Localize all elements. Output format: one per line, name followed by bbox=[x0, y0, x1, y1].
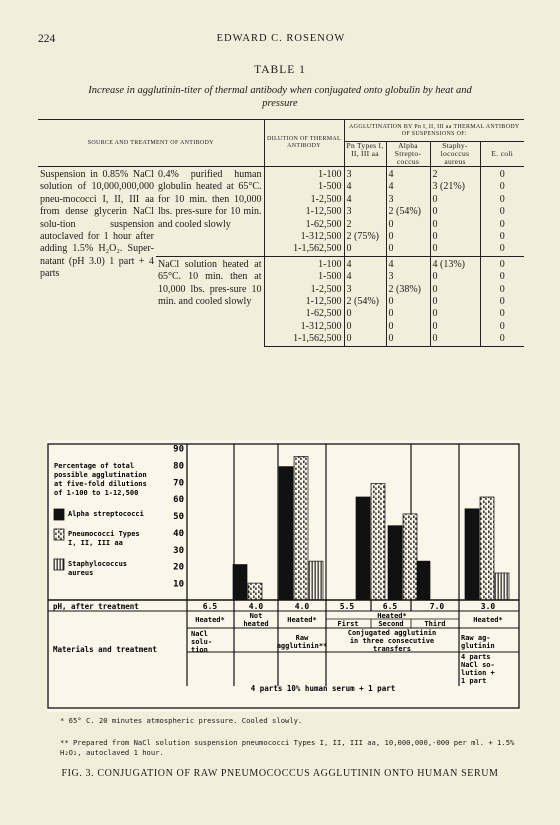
dilution-cell: 1-2,500 bbox=[264, 284, 344, 296]
bar-solid bbox=[356, 497, 370, 600]
bar-dashed bbox=[480, 497, 494, 600]
pn-cell: 3 bbox=[344, 206, 386, 218]
treatment-label: First bbox=[337, 620, 359, 628]
ecoli-cell: 0 bbox=[499, 181, 505, 193]
strep-cell: 4 bbox=[386, 181, 430, 193]
legend-label-line: Pneumococci Types bbox=[68, 530, 140, 538]
table-caption: TABLE 1 bbox=[254, 64, 306, 76]
agglutination-table bbox=[38, 119, 524, 347]
ph-value: 6.5 bbox=[382, 602, 398, 611]
material-conjugated-line: Conjugated agglutinin bbox=[347, 629, 437, 637]
legend-label-line: Staphylococcus bbox=[68, 560, 128, 568]
header-dilution: DILUTION OF THERMAL ANTIBODY bbox=[264, 120, 344, 167]
treatment-label: Not bbox=[249, 612, 263, 620]
header-pn-types: Pn Types I, II, III aa bbox=[344, 142, 386, 167]
dilution-cell: 1-62,500 bbox=[264, 219, 344, 231]
bar-hatched bbox=[309, 561, 323, 600]
pn-cell: 4 bbox=[344, 271, 386, 283]
legend-label-line: Alpha streptococci bbox=[68, 510, 144, 518]
bar-dashed bbox=[371, 483, 385, 600]
ecoli-cell: 0 bbox=[480, 333, 524, 346]
y-tick-label: 30 bbox=[173, 545, 184, 556]
staph-cell: 4 (13%) bbox=[430, 256, 480, 271]
header-alpha-strep: Alpha Strepto-coccus bbox=[386, 142, 430, 167]
pn-cell: 4 bbox=[344, 181, 386, 193]
staph-cell: 0 bbox=[430, 243, 480, 256]
pn-cell: 3 bbox=[344, 284, 386, 296]
header-agglutination: AGGLUTINATION BY Pn I, II, III aa THERMAL ANTIBODY OF SUSPENSIONS OF: bbox=[344, 120, 524, 142]
ecoli-cell: 0 bbox=[499, 243, 505, 255]
dilution-cell: 1-12,500 bbox=[264, 206, 344, 218]
dilution-cell: 1-1,562,500 bbox=[264, 333, 344, 346]
strep-cell: 0 bbox=[386, 333, 430, 346]
agglutination-bar-chart bbox=[47, 440, 520, 712]
serum-label: 4 parts 10% human serum + 1 part bbox=[250, 684, 396, 693]
pn-cell: 4 bbox=[344, 256, 386, 271]
legend-swatch bbox=[54, 529, 64, 540]
bar-dashed bbox=[294, 456, 308, 600]
y-axis-title-line: Percentage of total bbox=[54, 462, 135, 470]
ecoli-cell: 0 bbox=[499, 308, 505, 320]
ecoli-cell: 0 bbox=[499, 169, 505, 180]
ecoli-cell: 0 bbox=[499, 231, 505, 243]
dilution-cell: 1-500 bbox=[264, 271, 344, 283]
material-raw-2-line: Raw ag- bbox=[461, 634, 491, 642]
strep-cell: 3 bbox=[386, 194, 430, 206]
ecoli-cell: 0 bbox=[499, 218, 505, 230]
bar-solid bbox=[388, 526, 402, 600]
ph-value: 3.0 bbox=[480, 602, 496, 611]
footnote-2: ** Prepared from NaCl solution suspension pneumococci Types I, II, III aa, 10,000,000,-000 per ml. + 1.5% H₂O₂, autoclaved 1 hour. bbox=[60, 738, 515, 757]
material-last-line: lution + bbox=[461, 669, 495, 677]
legend-label-line: I, II, III aa bbox=[68, 539, 123, 547]
figure-caption: FIG. 3. CONJUGATION OF RAW PNEUMOCOCCUS AGGLUTININ ONTO HUMAN SERUM bbox=[61, 768, 499, 779]
staph-cell: 3 (21%) bbox=[430, 181, 480, 193]
bar-solid bbox=[233, 565, 247, 600]
material-last-line: 1 part bbox=[461, 677, 487, 685]
legend-label-line: aureus bbox=[68, 569, 94, 577]
legend-label bbox=[68, 560, 127, 577]
figure-3 bbox=[47, 440, 520, 712]
treatment-label: Heated* bbox=[195, 616, 225, 624]
y-axis-title-line: possible agglutination bbox=[54, 471, 147, 479]
y-tick-label: 50 bbox=[173, 512, 184, 523]
table-row bbox=[38, 167, 524, 182]
staph-cell: 0 bbox=[430, 194, 480, 206]
pn-cell: 2 bbox=[344, 219, 386, 231]
dilution-cell: 1-12,500 bbox=[264, 296, 344, 308]
dilution-cell: 1-100 bbox=[264, 256, 344, 271]
material-raw-line: Raw bbox=[295, 634, 309, 642]
ecoli-cell: 0 bbox=[499, 296, 505, 308]
source-description: Suspension in 0.85% NaCl solution of 10,000,000,000 pneu-mococci I, II, III aa from dense glycerin NaCl solu-tion suspension autoclaved for 1 hour after adding 1.5% H₂O₂. Super-natant (pH 3.0) 1 part + 4 parts bbox=[40, 169, 154, 280]
ph-row-label: pH, after treatment bbox=[53, 602, 139, 611]
header-staph: Staphy-lococcus aureus bbox=[430, 142, 480, 167]
ph-value: 5.5 bbox=[339, 602, 355, 611]
material-raw bbox=[277, 634, 328, 650]
strep-cell: 0 bbox=[386, 231, 430, 243]
pn-cell: 0 bbox=[344, 321, 386, 333]
material-raw-line: agglutinin** bbox=[276, 642, 328, 650]
running-header bbox=[38, 33, 524, 49]
dilution-cell: 1-2,500 bbox=[264, 194, 344, 206]
dilution-cell: 1-500 bbox=[264, 181, 344, 193]
legend-label bbox=[68, 530, 140, 547]
y-axis-title-line: at five-fold dilutions bbox=[54, 480, 147, 488]
treatment-label: Heated* bbox=[377, 612, 407, 620]
footnote-1: * 65° C. 20 minutes atmospheric pressure. Cooled slowly. bbox=[60, 716, 303, 725]
pn-cell: 3 bbox=[344, 167, 386, 182]
staph-cell: 0 bbox=[430, 206, 480, 218]
material-raw-2-line: glutinin bbox=[461, 642, 495, 650]
ph-value: 4.0 bbox=[294, 602, 310, 611]
treatment-description: 0.4% purified human globulin heated at 65°C. for 10 min. then 10,000 lbs. pres-sure for 10 min. and cooled slowly bbox=[156, 167, 264, 257]
running-author: EDWARD C. ROSENOW bbox=[216, 33, 346, 44]
ecoli-cell: 0 bbox=[499, 283, 505, 295]
y-tick-label: 80 bbox=[173, 461, 184, 472]
treatment-label: heated bbox=[243, 620, 269, 628]
dilution-cell: 1-1,562,500 bbox=[264, 243, 344, 256]
pn-cell: 2 (54%) bbox=[344, 296, 386, 308]
material-conjugated bbox=[348, 629, 437, 653]
material-conjugated-line: in three consecutive bbox=[349, 637, 435, 645]
strep-cell: 3 bbox=[386, 271, 430, 283]
y-tick-label: 90 bbox=[173, 444, 184, 455]
pn-cell: 0 bbox=[344, 333, 386, 346]
dilution-cell: 1-62,500 bbox=[264, 308, 344, 320]
staph-cell: 0 bbox=[430, 271, 480, 283]
dilution-cell: 1-100 bbox=[264, 167, 344, 182]
material-nacl bbox=[191, 630, 212, 654]
pn-cell: 2 (75%) bbox=[344, 231, 386, 243]
y-tick-label: 60 bbox=[173, 495, 184, 506]
material-raw-2 bbox=[461, 634, 495, 650]
strep-cell: 2 (38%) bbox=[386, 284, 430, 296]
material-conjugated-line: transfers bbox=[373, 645, 411, 653]
legend-swatch bbox=[54, 559, 64, 570]
pn-cell: 0 bbox=[344, 308, 386, 320]
ph-value: 7.0 bbox=[429, 602, 445, 611]
strep-cell: 0 bbox=[386, 308, 430, 320]
ecoli-cell: 0 bbox=[499, 206, 505, 218]
materials-row-label: Materials and treatment bbox=[53, 645, 157, 654]
treatment-description: NaCl solution heated at 65°C. 10 min. then at 10,000 lbs. pres-sure 10 min. and cooled slowly bbox=[156, 256, 264, 346]
staph-cell: 0 bbox=[430, 333, 480, 346]
header-ecoli: E. coli bbox=[480, 142, 524, 167]
treatment-label: Second bbox=[378, 620, 404, 628]
staph-cell: 0 bbox=[430, 321, 480, 333]
material-nacl-line: NaCl bbox=[191, 630, 208, 638]
bar-solid bbox=[416, 561, 430, 600]
y-tick-label: 40 bbox=[173, 528, 184, 539]
material-last bbox=[461, 653, 495, 685]
pn-cell: 0 bbox=[344, 243, 386, 256]
ecoli-cell: 0 bbox=[480, 256, 524, 271]
material-last-line: 4 parts bbox=[461, 653, 491, 661]
pn-cell: 4 bbox=[344, 194, 386, 206]
y-tick-label: 20 bbox=[173, 562, 184, 573]
strep-cell: 0 bbox=[386, 321, 430, 333]
staph-cell: 2 bbox=[430, 167, 480, 182]
strep-cell: 0 bbox=[386, 219, 430, 231]
strep-cell: 4 bbox=[386, 256, 430, 271]
treatment-label: Heated* bbox=[287, 616, 317, 624]
bar-hatched bbox=[495, 573, 509, 600]
material-last-line: NaCl so- bbox=[461, 661, 495, 669]
y-tick-label: 70 bbox=[173, 478, 184, 489]
dilution-cell: 1-312,500 bbox=[264, 231, 344, 243]
staph-cell: 0 bbox=[430, 308, 480, 320]
bar-solid bbox=[465, 509, 479, 600]
strep-cell: 2 (54%) bbox=[386, 206, 430, 218]
strep-cell: 4 bbox=[386, 167, 430, 182]
treatment-label: Heated* bbox=[473, 616, 503, 624]
staph-cell: 0 bbox=[430, 231, 480, 243]
y-axis-title bbox=[54, 462, 147, 497]
treatment-label: Third bbox=[424, 620, 446, 628]
strep-cell: 0 bbox=[386, 296, 430, 308]
staph-cell: 0 bbox=[430, 219, 480, 231]
bar-solid bbox=[279, 467, 293, 600]
y-tick-label: 10 bbox=[173, 579, 184, 590]
strep-cell: 0 bbox=[386, 243, 430, 256]
legend-label bbox=[68, 510, 144, 518]
y-axis-title-line: of 1-100 to 1-12,500 bbox=[54, 489, 139, 497]
material-nacl-line: solu- bbox=[191, 638, 213, 646]
ecoli-cell: 0 bbox=[499, 193, 505, 205]
ecoli-cell: 0 bbox=[499, 320, 505, 332]
header-source: SOURCE AND TREATMENT OF ANTIBODY bbox=[38, 120, 264, 167]
ph-value: 6.5 bbox=[202, 602, 218, 611]
table-subtitle: Increase in agglutinin-titer of thermal antibody when conjugated onto globulin by heat and pressure bbox=[88, 85, 472, 109]
dilution-cell: 1-312,500 bbox=[264, 321, 344, 333]
ecoli-cell: 0 bbox=[499, 271, 505, 283]
legend-swatch bbox=[54, 509, 64, 520]
bar-dashed bbox=[403, 514, 417, 600]
staph-cell: 0 bbox=[430, 296, 480, 308]
bar-dashed bbox=[248, 583, 262, 600]
staph-cell: 0 bbox=[430, 284, 480, 296]
ph-value: 4.0 bbox=[248, 602, 264, 611]
material-nacl-line: tion bbox=[191, 646, 208, 654]
page-number: 224 bbox=[38, 33, 56, 45]
